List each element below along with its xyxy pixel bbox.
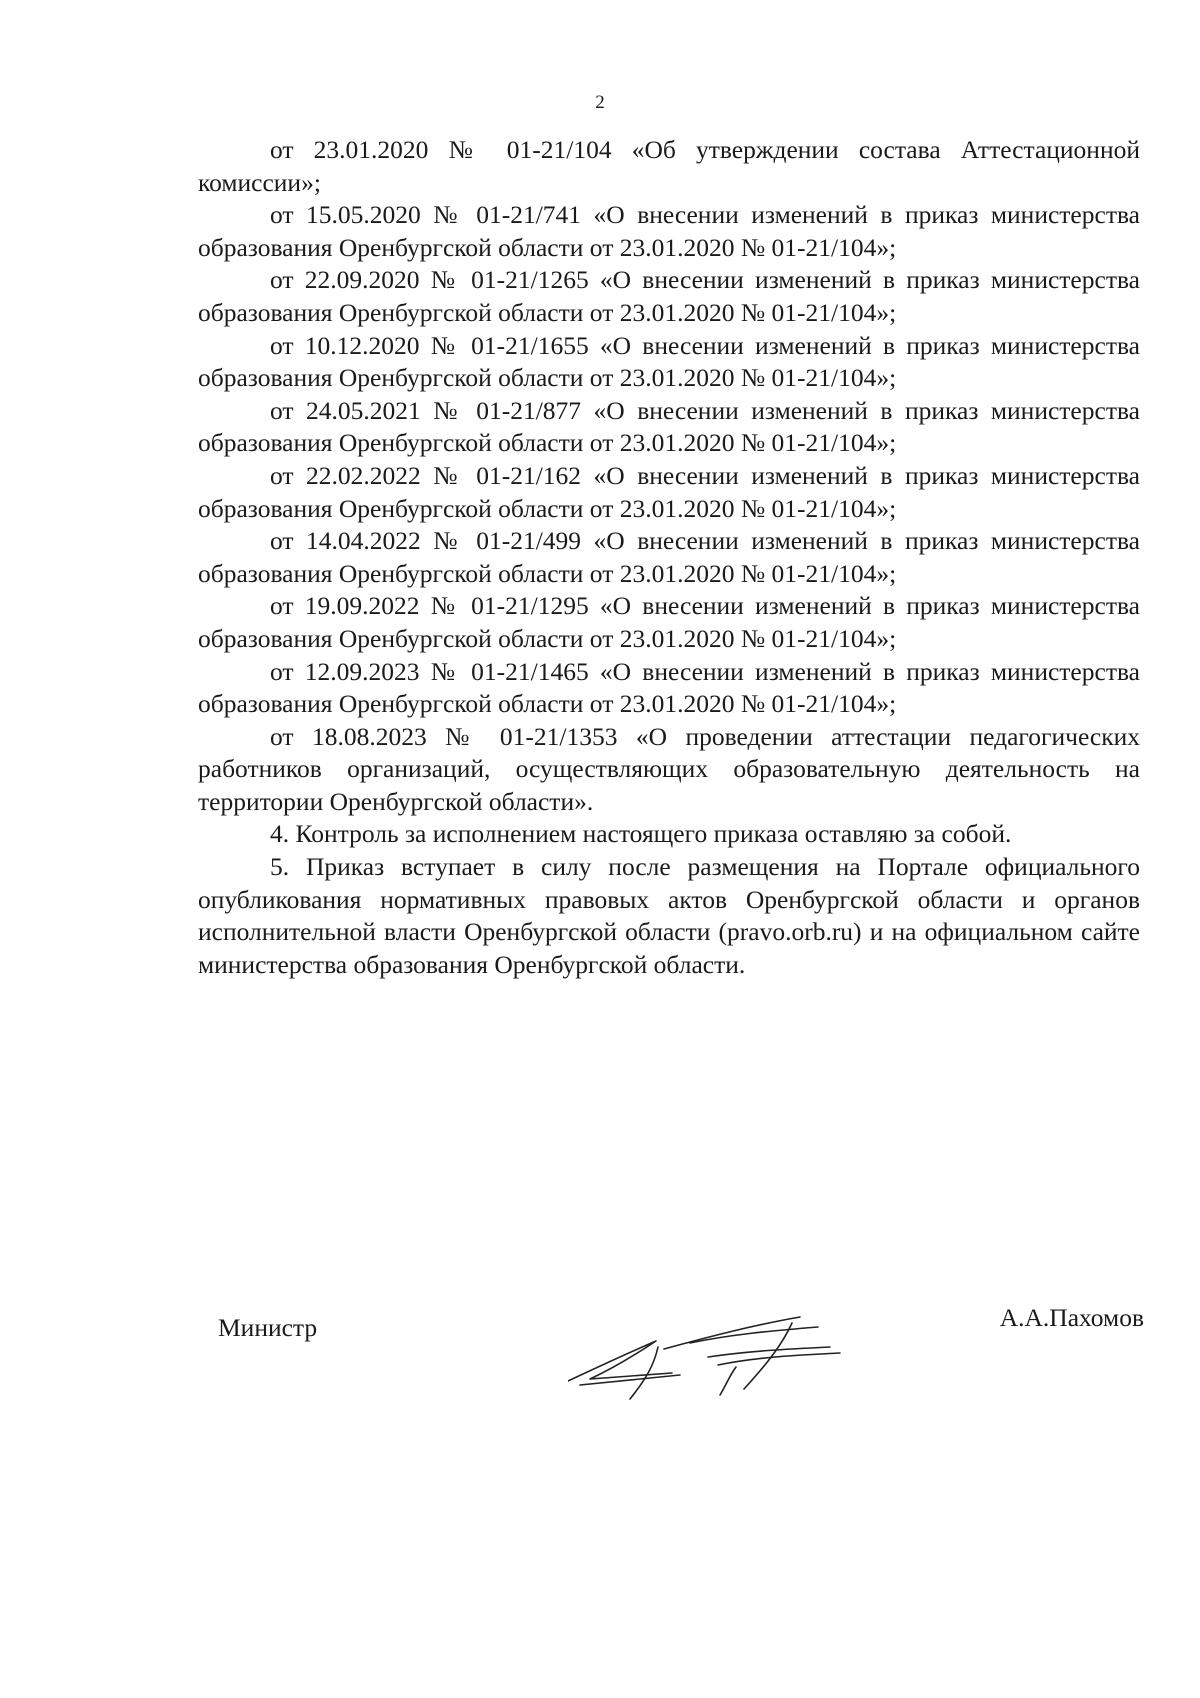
- paragraph-order-2021-877: от 24.05.2021 № 01-21/877 «О внесении изменений в приказ министерства образования Оренбургской области от 23.01.2020 № 01-21/104»;: [198, 395, 1140, 458]
- paragraph-order-2022-499: от 14.04.2022 № 01-21/499 «О внесении изменений в приказ министерства образования Оренбургской области от 23.01.2020 № 01-21/104»;: [198, 526, 1140, 588]
- handwritten-signature-icon: [568, 1295, 858, 1405]
- paragraph-order-2020-104: от 23.01.2020 № 01-21/104 «Об утверждении состава Аттестационной комиссии»;: [198, 135, 1140, 197]
- signatory-name: А.А.Пахомов: [999, 1303, 1144, 1332]
- paragraph-order-2020-1655: от 10.12.2020 № 01-21/1655 «О внесении изменений в приказ министерства образования Оренбургской области от 23.01.2020 № 01-21/104»;: [198, 330, 1140, 393]
- paragraph-item-5: 5. Приказ вступает в силу после размещения на Портале официального опубликования нормативных правовых актов Оренбургской области и органов исполнительной власти Оренбургской области (pravo.orb.ru) и на официальном сайте министерства образования Оренбургской области.: [198, 852, 1140, 979]
- paragraph-item-4: 4. Контроль за исполнением настоящего приказа оставляю за собой.: [270, 819, 1012, 849]
- signatory-title: Министр: [218, 1313, 318, 1342]
- paragraph-order-2020-1265: от 22.09.2020 № 01-21/1265 «О внесении изменений в приказ министерства образования Оренбургской области от 23.01.2020 № 01-21/104»;: [198, 265, 1140, 327]
- paragraph-order-2022-162: от 22.02.2022 № 01-21/162 «О внесении изменений в приказ министерства образования Оренбургской области от 23.01.2020 № 01-21/104»;: [198, 460, 1140, 523]
- paragraph-order-2020-741: от 15.05.2020 № 01-21/741 «О внесении изменений в приказ министерства образования Оренбургской области от 23.01.2020 № 01-21/104»;: [198, 200, 1140, 262]
- paragraph-order-2022-1295: от 19.09.2022 № 01-21/1295 «О внесении изменений в приказ министерства образования Оренбургской области от 23.01.2020 № 01-21/104»;: [198, 591, 1140, 653]
- signature-block: [198, 1295, 1144, 1435]
- page-number: 2: [595, 92, 605, 113]
- document-body: [198, 134, 1140, 981]
- paragraph-order-2023-1353: от 18.08.2023 № 01-21/1353 «О проведении аттестации педагогических работников организаций, осуществляющих образовательную деятельность на территории Оренбургской области».: [198, 721, 1140, 816]
- paragraph-order-2023-1465: от 12.09.2023 № 01-21/1465 «О внесении изменений в приказ министерства образования Оренбургской области от 23.01.2020 № 01-21/104»;: [198, 656, 1140, 719]
